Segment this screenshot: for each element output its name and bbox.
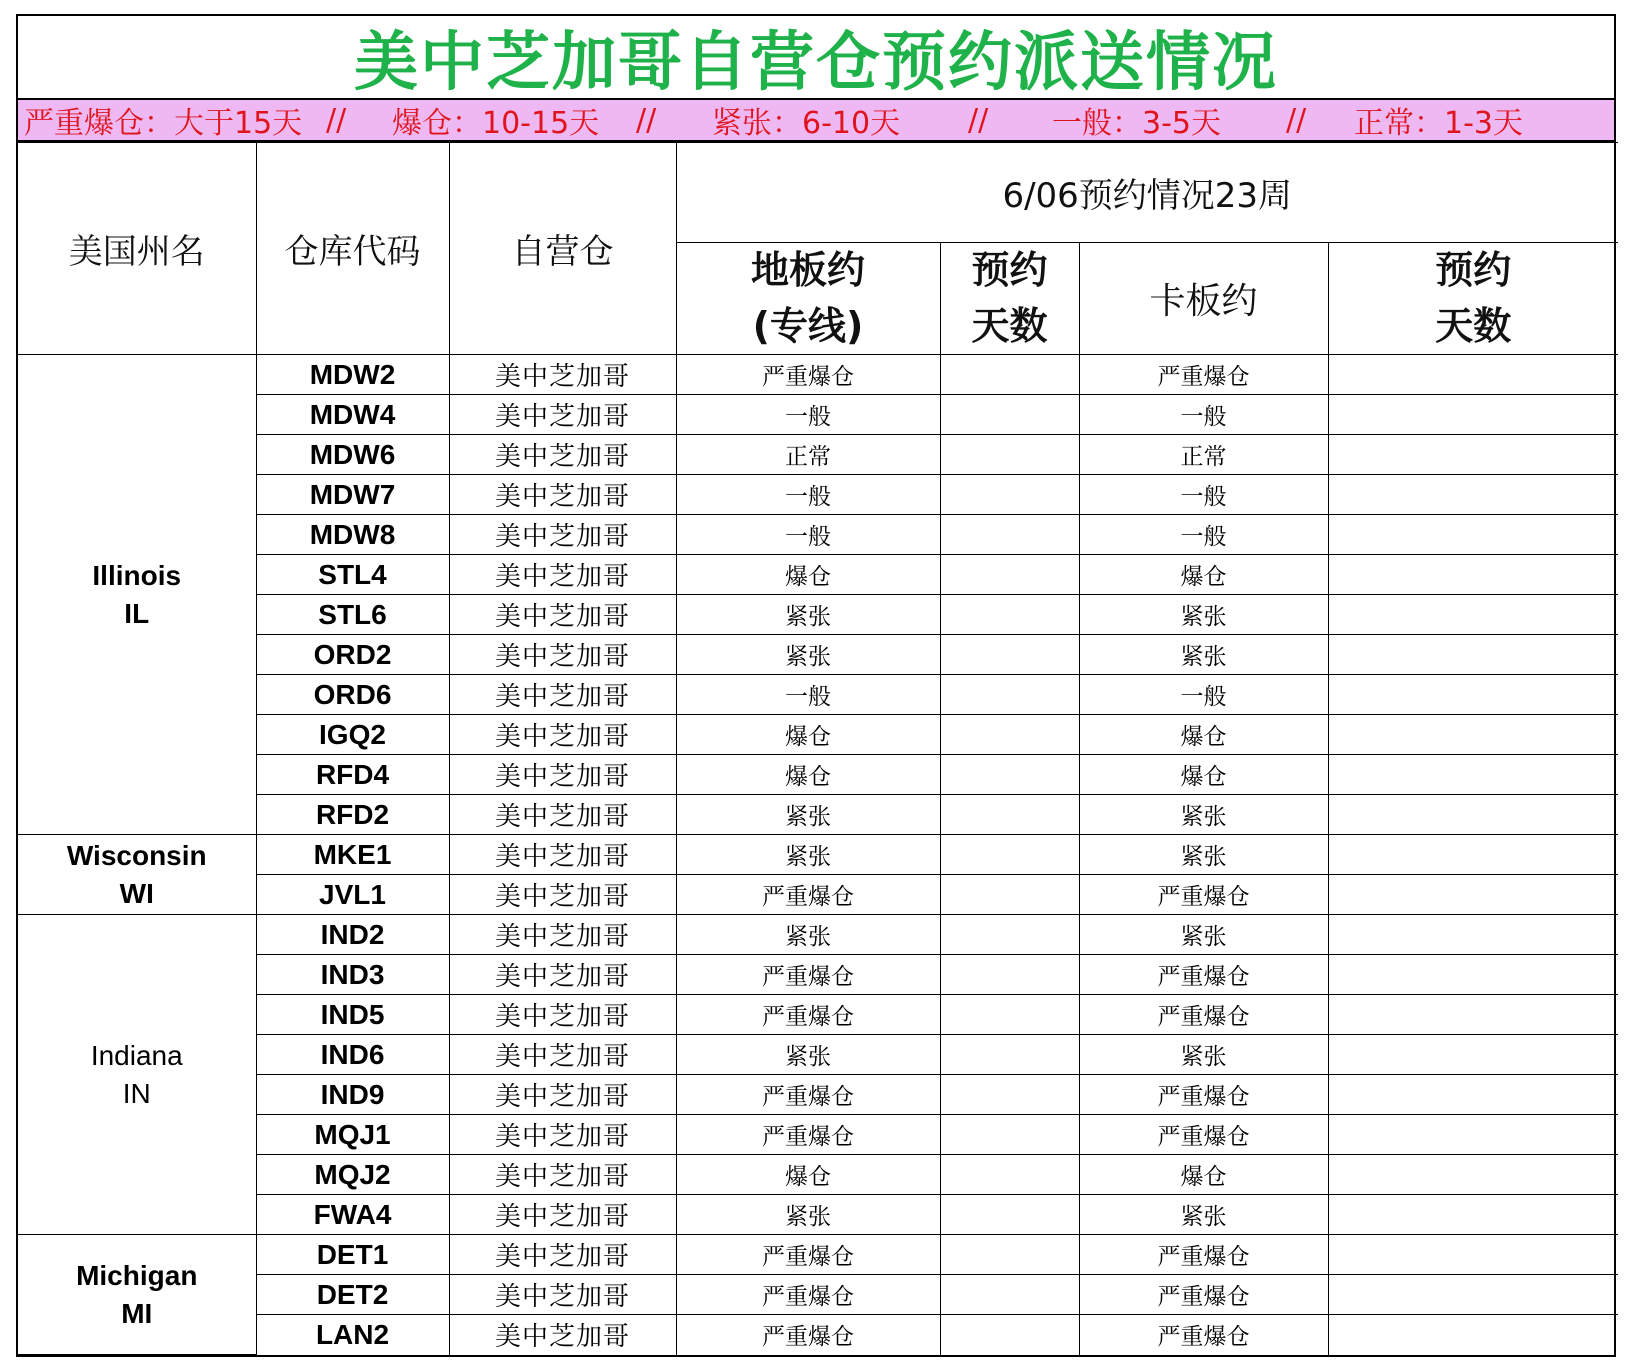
floor-days-cell xyxy=(940,875,1079,915)
pallet-status-cell: 紧张 xyxy=(1079,595,1328,635)
floor-status-cell: 紧张 xyxy=(676,635,940,675)
warehouse-name-cell: 美中芝加哥 xyxy=(449,995,676,1035)
pallet-status-cell: 紧张 xyxy=(1079,915,1328,955)
warehouse-name-cell: 美中芝加哥 xyxy=(449,1315,676,1355)
warehouse-code-cell: IND5 xyxy=(256,995,449,1035)
warehouse-name-cell: 美中芝加哥 xyxy=(449,835,676,875)
warehouse-name-cell: 美中芝加哥 xyxy=(449,1275,676,1315)
pallet-status-cell: 一般 xyxy=(1079,475,1328,515)
legend-separator: // xyxy=(968,102,989,138)
pallet-status-cell: 一般 xyxy=(1079,515,1328,555)
warehouse-name-cell: 美中芝加哥 xyxy=(449,715,676,755)
header-pallet-days-line1: 预约 xyxy=(1435,248,1512,293)
pallet-status-cell: 紧张 xyxy=(1079,1035,1328,1075)
header-pallet-label: 卡板约 xyxy=(1149,281,1258,322)
floor-status-cell: 紧张 xyxy=(676,1195,940,1235)
table-row xyxy=(18,755,1618,795)
warehouse-code-cell: DET1 xyxy=(256,1235,449,1275)
pallet-status-cell: 严重爆仓 xyxy=(1079,995,1328,1035)
warehouse-name-cell: 美中芝加哥 xyxy=(449,875,676,915)
state-abbr: IN xyxy=(122,1077,151,1109)
floor-status-cell: 爆仓 xyxy=(676,555,940,595)
floor-days-cell xyxy=(940,835,1079,875)
header-pallet xyxy=(1079,243,1328,355)
pallet-days-cell xyxy=(1328,1155,1618,1195)
table-row xyxy=(18,435,1618,475)
floor-status-cell: 一般 xyxy=(676,475,940,515)
floor-days-cell xyxy=(940,435,1079,475)
pallet-status-cell: 紧张 xyxy=(1079,635,1328,675)
pallet-status-cell: 紧张 xyxy=(1079,835,1328,875)
warehouse-name-cell: 美中芝加哥 xyxy=(449,1195,676,1235)
pallet-days-cell xyxy=(1328,955,1618,995)
warehouse-code-cell: MDW8 xyxy=(256,515,449,555)
warehouse-code-cell: FWA4 xyxy=(256,1195,449,1235)
warehouse-name-cell: 美中芝加哥 xyxy=(449,675,676,715)
pallet-days-cell xyxy=(1328,795,1618,835)
table-row xyxy=(18,475,1618,515)
state-abbr: IL xyxy=(124,597,150,629)
state-name: Michigan xyxy=(76,1259,198,1291)
floor-days-cell xyxy=(940,1075,1079,1115)
floor-days-cell xyxy=(940,1195,1079,1235)
warehouse-code-cell: STL6 xyxy=(256,595,449,635)
legend-item-full: 爆仓：10-15天 xyxy=(392,106,600,141)
pallet-days-cell xyxy=(1328,555,1618,595)
warehouse-code-cell: MDW4 xyxy=(256,395,449,435)
pallet-days-cell xyxy=(1328,1115,1618,1155)
warehouse-name-cell: 美中芝加哥 xyxy=(449,395,676,435)
floor-days-cell xyxy=(940,795,1079,835)
warehouse-code-cell: MQJ2 xyxy=(256,1155,449,1195)
warehouse-name-cell: 美中芝加哥 xyxy=(449,635,676,675)
legend-separator: // xyxy=(636,102,657,138)
floor-status-cell: 爆仓 xyxy=(676,755,940,795)
floor-days-cell xyxy=(940,595,1079,635)
warehouse-name-cell: 美中芝加哥 xyxy=(449,515,676,555)
floor-days-cell xyxy=(940,715,1079,755)
floor-status-cell: 紧张 xyxy=(676,595,940,635)
floor-status-cell: 严重爆仓 xyxy=(676,1235,940,1275)
pallet-status-cell: 严重爆仓 xyxy=(1079,955,1328,995)
table-row xyxy=(18,835,1618,875)
state-abbr: WI xyxy=(119,877,154,909)
warehouse-code-cell: IND9 xyxy=(256,1075,449,1115)
header-pallet-days-line2: 天数 xyxy=(1435,303,1512,348)
table-row xyxy=(18,875,1618,915)
pallet-days-cell xyxy=(1328,755,1618,795)
pallet-status-cell: 一般 xyxy=(1079,675,1328,715)
table-row xyxy=(18,1075,1618,1115)
table-row xyxy=(18,1155,1618,1195)
warehouse-code-cell: MDW7 xyxy=(256,475,449,515)
pallet-status-cell: 正常 xyxy=(1079,435,1328,475)
legend-item-normal: 正常：1-3天 xyxy=(1354,106,1523,141)
floor-days-cell xyxy=(940,1315,1079,1355)
legend-bar xyxy=(18,100,1614,142)
warehouse-name-cell: 美中芝加哥 xyxy=(449,475,676,515)
state-cell xyxy=(18,355,256,835)
floor-status-cell: 严重爆仓 xyxy=(676,1315,940,1355)
floor-days-cell xyxy=(940,1275,1079,1315)
warehouse-code-cell: RFD2 xyxy=(256,795,449,835)
pallet-days-cell xyxy=(1328,355,1618,395)
table-row xyxy=(18,395,1618,435)
pallet-days-cell xyxy=(1328,835,1618,875)
warehouse-name-cell: 美中芝加哥 xyxy=(449,795,676,835)
pallet-days-cell xyxy=(1328,1315,1618,1355)
floor-days-cell xyxy=(940,395,1079,435)
pallet-days-cell xyxy=(1328,675,1618,715)
pallet-status-cell: 紧张 xyxy=(1079,795,1328,835)
state-cell xyxy=(18,1235,256,1355)
warehouse-code-cell: ORD2 xyxy=(256,635,449,675)
pallet-days-cell xyxy=(1328,395,1618,435)
header-state-label: 美国州名 xyxy=(68,232,205,272)
warehouse-code-cell: IND3 xyxy=(256,955,449,995)
header-floor xyxy=(676,243,940,355)
warehouse-code-cell: IND2 xyxy=(256,915,449,955)
table-row xyxy=(18,675,1618,715)
pallet-status-cell: 一般 xyxy=(1079,395,1328,435)
legend-item-tight: 紧张：6-10天 xyxy=(712,106,901,141)
header-period-label: 6/06预约情况23周 xyxy=(1002,176,1293,216)
floor-status-cell: 紧张 xyxy=(676,835,940,875)
warehouse-name-cell: 美中芝加哥 xyxy=(449,755,676,795)
schedule-table xyxy=(18,142,1618,1355)
pallet-days-cell xyxy=(1328,515,1618,555)
state-cell xyxy=(18,915,256,1235)
header-code-label: 仓库代码 xyxy=(284,232,421,272)
floor-days-cell xyxy=(940,915,1079,955)
floor-days-cell xyxy=(940,555,1079,595)
pallet-status-cell: 严重爆仓 xyxy=(1079,1315,1328,1355)
legend-item-normal-load: 一般：3-5天 xyxy=(1052,106,1221,141)
table-row xyxy=(18,1035,1618,1075)
warehouse-code-cell: MKE1 xyxy=(256,835,449,875)
header-warehouse xyxy=(449,143,676,355)
pallet-status-cell: 紧张 xyxy=(1079,1195,1328,1235)
floor-status-cell: 爆仓 xyxy=(676,1155,940,1195)
pallet-status-cell: 爆仓 xyxy=(1079,715,1328,755)
floor-status-cell: 严重爆仓 xyxy=(676,1115,940,1155)
pallet-days-cell xyxy=(1328,1035,1618,1075)
pallet-days-cell xyxy=(1328,715,1618,755)
table-row xyxy=(18,1115,1618,1155)
floor-status-cell: 严重爆仓 xyxy=(676,955,940,995)
warehouse-code-cell: IND6 xyxy=(256,1035,449,1075)
floor-status-cell: 正常 xyxy=(676,435,940,475)
legend-item-severe: 严重爆仓：大于15天 xyxy=(24,106,303,141)
pallet-days-cell xyxy=(1328,1195,1618,1235)
floor-days-cell xyxy=(940,675,1079,715)
warehouse-code-cell: DET2 xyxy=(256,1275,449,1315)
table-row xyxy=(18,1195,1618,1235)
floor-status-cell: 一般 xyxy=(676,515,940,555)
table-row xyxy=(18,355,1618,395)
warehouse-code-cell: MDW6 xyxy=(256,435,449,475)
state-name: Indiana xyxy=(90,1039,183,1071)
table-row xyxy=(18,555,1618,595)
warehouse-code-cell: STL4 xyxy=(256,555,449,595)
floor-days-cell xyxy=(940,995,1079,1035)
floor-status-cell: 一般 xyxy=(676,675,940,715)
table-row xyxy=(18,715,1618,755)
pallet-status-cell: 爆仓 xyxy=(1079,755,1328,795)
schedule-body xyxy=(18,355,1618,1355)
floor-days-cell xyxy=(940,355,1079,395)
floor-status-cell: 严重爆仓 xyxy=(676,1275,940,1315)
warehouse-name-cell: 美中芝加哥 xyxy=(449,1155,676,1195)
header-period xyxy=(676,143,1618,243)
warehouse-name-cell: 美中芝加哥 xyxy=(449,1035,676,1075)
warehouse-code-cell: RFD4 xyxy=(256,755,449,795)
header-floor-line2: (专线) xyxy=(752,303,864,348)
pallet-status-cell: 严重爆仓 xyxy=(1079,875,1328,915)
pallet-status-cell: 严重爆仓 xyxy=(1079,1275,1328,1315)
floor-days-cell xyxy=(940,1115,1079,1155)
warehouse-code-cell: ORD6 xyxy=(256,675,449,715)
pallet-days-cell xyxy=(1328,595,1618,635)
legend-separator: // xyxy=(1286,102,1307,138)
warehouse-code-cell: LAN2 xyxy=(256,1315,449,1355)
floor-status-cell: 紧张 xyxy=(676,915,940,955)
header-floor-days-line2: 天数 xyxy=(971,303,1048,348)
pallet-days-cell xyxy=(1328,435,1618,475)
warehouse-name-cell: 美中芝加哥 xyxy=(449,555,676,595)
pallet-days-cell xyxy=(1328,1235,1618,1275)
table-row xyxy=(18,1275,1618,1315)
state-name: Illinois xyxy=(92,559,182,591)
floor-days-cell xyxy=(940,955,1079,995)
warehouse-code-cell: MQJ1 xyxy=(256,1115,449,1155)
header-floor-days xyxy=(940,243,1079,355)
floor-days-cell xyxy=(940,1235,1079,1275)
warehouse-name-cell: 美中芝加哥 xyxy=(449,1235,676,1275)
table-row xyxy=(18,1315,1618,1355)
state-cell xyxy=(18,835,256,915)
table-row xyxy=(18,915,1618,955)
warehouse-code-cell: MDW2 xyxy=(256,355,449,395)
pallet-status-cell: 爆仓 xyxy=(1079,1155,1328,1195)
pallet-days-cell xyxy=(1328,475,1618,515)
schedule-sheet xyxy=(16,14,1616,1357)
header-state xyxy=(18,143,256,355)
floor-status-cell: 紧张 xyxy=(676,795,940,835)
warehouse-name-cell: 美中芝加哥 xyxy=(449,915,676,955)
floor-days-cell xyxy=(940,755,1079,795)
floor-status-cell: 严重爆仓 xyxy=(676,995,940,1035)
header-floor-line1: 地板约 xyxy=(750,248,865,293)
legend-separator: // xyxy=(326,102,347,138)
floor-status-cell: 严重爆仓 xyxy=(676,875,940,915)
pallet-days-cell xyxy=(1328,1275,1618,1315)
state-abbr: MI xyxy=(121,1297,153,1329)
pallet-days-cell xyxy=(1328,995,1618,1035)
state-name: Wisconsin xyxy=(66,839,207,871)
floor-status-cell: 严重爆仓 xyxy=(676,355,940,395)
table-row xyxy=(18,955,1618,995)
header-pallet-days xyxy=(1328,243,1618,355)
floor-days-cell xyxy=(940,1035,1079,1075)
floor-status-cell: 爆仓 xyxy=(676,715,940,755)
warehouse-name-cell: 美中芝加哥 xyxy=(449,1115,676,1155)
table-row xyxy=(18,515,1618,555)
pallet-status-cell: 严重爆仓 xyxy=(1079,355,1328,395)
pallet-status-cell: 严重爆仓 xyxy=(1079,1115,1328,1155)
table-row xyxy=(18,1235,1618,1275)
table-row xyxy=(18,995,1618,1035)
table-row xyxy=(18,635,1618,675)
floor-days-cell xyxy=(940,475,1079,515)
floor-days-cell xyxy=(940,1155,1079,1195)
table-row xyxy=(18,795,1618,835)
warehouse-name-cell: 美中芝加哥 xyxy=(449,955,676,995)
floor-status-cell: 紧张 xyxy=(676,1035,940,1075)
header-code xyxy=(256,143,449,355)
pallet-status-cell: 严重爆仓 xyxy=(1079,1075,1328,1115)
header-floor-days-line1: 预约 xyxy=(971,248,1048,293)
floor-days-cell xyxy=(940,515,1079,555)
warehouse-code-cell: JVL1 xyxy=(256,875,449,915)
warehouse-name-cell: 美中芝加哥 xyxy=(449,595,676,635)
floor-status-cell: 一般 xyxy=(676,395,940,435)
warehouse-name-cell: 美中芝加哥 xyxy=(449,355,676,395)
table-row xyxy=(18,595,1618,635)
pallet-status-cell: 爆仓 xyxy=(1079,555,1328,595)
warehouse-code-cell: IGQ2 xyxy=(256,715,449,755)
warehouse-name-cell: 美中芝加哥 xyxy=(449,435,676,475)
floor-days-cell xyxy=(940,635,1079,675)
page-title: 美中芝加哥自营仓预约派送情况 xyxy=(18,16,1614,100)
warehouse-name-cell: 美中芝加哥 xyxy=(449,1075,676,1115)
pallet-days-cell xyxy=(1328,915,1618,955)
pallet-days-cell xyxy=(1328,875,1618,915)
header-warehouse-label: 自营仓 xyxy=(511,232,614,272)
pallet-days-cell xyxy=(1328,1075,1618,1115)
floor-status-cell: 严重爆仓 xyxy=(676,1075,940,1115)
pallet-days-cell xyxy=(1328,635,1618,675)
pallet-status-cell: 严重爆仓 xyxy=(1079,1235,1328,1275)
